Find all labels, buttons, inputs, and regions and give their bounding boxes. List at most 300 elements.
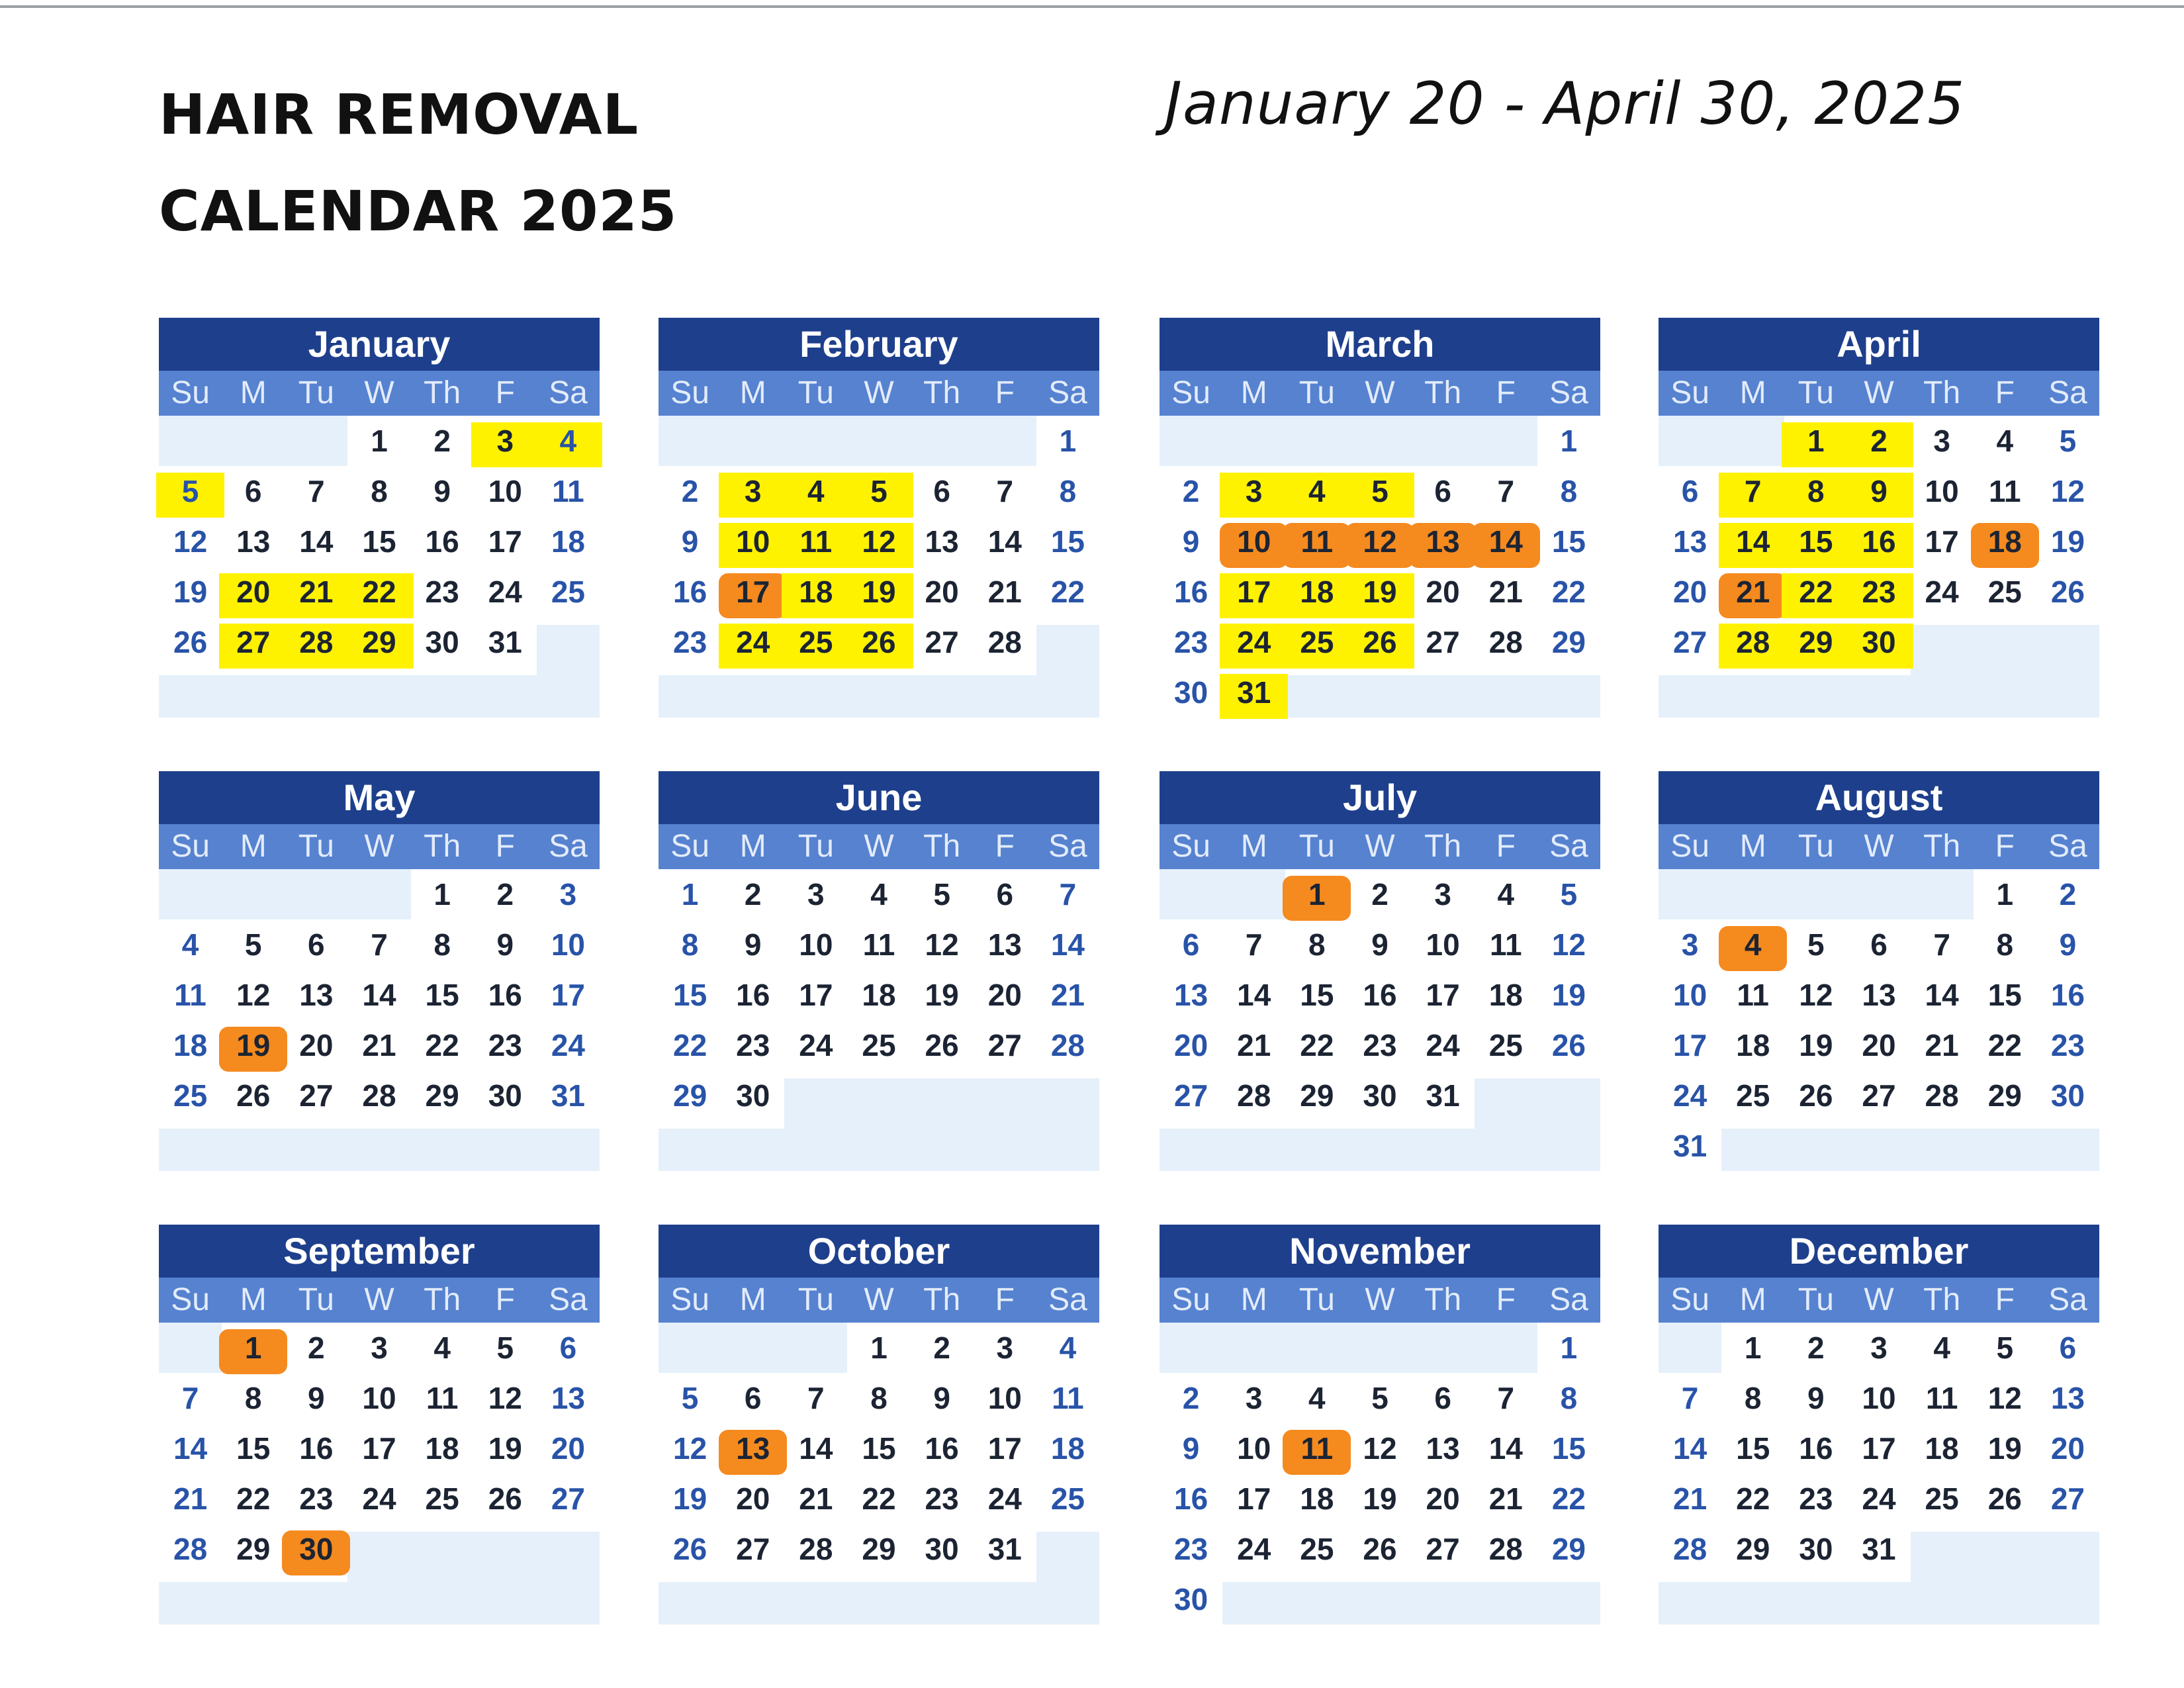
day-number: 24 bbox=[736, 625, 770, 659]
week-row bbox=[1659, 970, 2099, 1020]
day-number: 2 bbox=[308, 1331, 325, 1365]
month-title: January bbox=[159, 318, 600, 371]
day-cell bbox=[974, 567, 1036, 625]
day-cell bbox=[537, 919, 600, 978]
day-cell bbox=[1659, 1020, 1721, 1078]
empty-cell bbox=[474, 1574, 537, 1624]
day-cell bbox=[411, 1423, 474, 1481]
day-cell bbox=[1348, 919, 1411, 978]
day-number: 7 bbox=[1059, 877, 1077, 912]
day-cell bbox=[659, 1524, 721, 1582]
week-row bbox=[1659, 1574, 2099, 1624]
day-number: 3 bbox=[744, 474, 762, 508]
day-cell bbox=[847, 869, 910, 927]
day-cell bbox=[1222, 466, 1285, 524]
day-number: 20 bbox=[551, 1431, 585, 1466]
weekday-label: F bbox=[1995, 375, 2015, 410]
day-number: 20 bbox=[236, 575, 271, 609]
day-number: 21 bbox=[173, 1481, 208, 1516]
empty-cell bbox=[1721, 1121, 1784, 1179]
day-cell bbox=[1974, 1323, 2036, 1381]
day-number: 23 bbox=[425, 575, 459, 609]
empty-cell bbox=[1659, 1574, 1721, 1624]
weekday-label: Sa bbox=[2048, 1282, 2087, 1317]
day-number: 3 bbox=[807, 877, 825, 912]
day-number: 25 bbox=[173, 1078, 208, 1113]
month-weeks bbox=[1659, 1323, 2099, 1624]
week-row bbox=[659, 1574, 1099, 1624]
day-cell bbox=[1285, 567, 1348, 625]
week-row bbox=[159, 1423, 600, 1474]
day-number: 8 bbox=[870, 1381, 887, 1415]
empty-cell bbox=[659, 667, 721, 718]
day-number: 14 bbox=[299, 524, 334, 559]
day-number: 24 bbox=[1237, 625, 1271, 659]
day-cell bbox=[1475, 970, 1537, 1028]
empty-cell bbox=[1784, 1574, 1847, 1624]
week-row bbox=[1659, 1474, 2099, 1524]
empty-cell bbox=[721, 416, 784, 474]
weekday-label: Su bbox=[171, 375, 210, 410]
empty-cell bbox=[1847, 869, 1910, 927]
day-cell bbox=[659, 1474, 721, 1532]
day-number: 26 bbox=[1551, 1028, 1586, 1062]
empty-cell bbox=[1475, 1323, 1537, 1381]
day-cell bbox=[847, 1474, 910, 1532]
empty-cell bbox=[847, 416, 910, 474]
weekday-label: W bbox=[1864, 1282, 1894, 1317]
day-number: 13 bbox=[736, 1431, 770, 1466]
empty-cell bbox=[974, 1070, 1036, 1129]
day-cell bbox=[159, 1070, 222, 1129]
day-cell bbox=[1160, 1574, 1222, 1632]
day-cell bbox=[1784, 919, 1847, 978]
week-row bbox=[659, 416, 1099, 466]
day-number: 21 bbox=[1237, 1028, 1271, 1062]
day-number: 4 bbox=[1497, 877, 1515, 912]
day-number: 15 bbox=[425, 978, 459, 1012]
weekday-label: M bbox=[1240, 829, 1267, 864]
day-cell bbox=[1659, 516, 1721, 575]
day-number: 27 bbox=[551, 1481, 585, 1516]
day-number: 31 bbox=[1862, 1532, 1896, 1566]
day-number: 31 bbox=[1426, 1078, 1460, 1113]
day-cell bbox=[537, 567, 600, 625]
day-number: 12 bbox=[1987, 1381, 2022, 1415]
day-number: 27 bbox=[925, 625, 959, 659]
day-number: 26 bbox=[488, 1481, 522, 1516]
week-row bbox=[1659, 466, 2099, 516]
empty-cell bbox=[911, 1070, 974, 1129]
day-cell bbox=[1537, 1423, 1600, 1481]
day-cell bbox=[911, 1323, 974, 1381]
day-cell bbox=[1911, 1323, 1974, 1381]
day-cell bbox=[1847, 1524, 1910, 1582]
day-number: 17 bbox=[736, 575, 770, 609]
day-number: 12 bbox=[1363, 1431, 1397, 1466]
day-number: 30 bbox=[2050, 1078, 2085, 1113]
day-number: 15 bbox=[362, 524, 396, 559]
empty-cell bbox=[911, 667, 974, 718]
weekday-label: M bbox=[240, 375, 267, 410]
empty-cell bbox=[1036, 617, 1099, 675]
day-number: 21 bbox=[1488, 1481, 1523, 1516]
weekday-label: Th bbox=[1923, 829, 1961, 864]
day-number: 4 bbox=[1308, 474, 1326, 508]
title-line-1: HAIR REMOVAL bbox=[159, 82, 639, 147]
day-number: 9 bbox=[1182, 1431, 1200, 1466]
empty-cell bbox=[2036, 617, 2099, 675]
day-number: 18 bbox=[1300, 575, 1334, 609]
day-number: 24 bbox=[987, 1481, 1022, 1516]
month-november bbox=[1160, 1225, 1600, 1624]
empty-cell bbox=[537, 1524, 600, 1582]
day-number: 11 bbox=[1300, 524, 1334, 559]
week-row bbox=[659, 516, 1099, 567]
weekday-label: W bbox=[1365, 375, 1395, 410]
day-number: 3 bbox=[559, 877, 577, 912]
day-cell bbox=[1348, 1070, 1411, 1129]
day-cell bbox=[1036, 1020, 1099, 1078]
empty-cell bbox=[1537, 667, 1600, 726]
week-row bbox=[159, 466, 600, 516]
day-cell bbox=[411, 869, 474, 927]
day-cell bbox=[159, 970, 222, 1028]
day-cell bbox=[1160, 516, 1222, 575]
day-number: 15 bbox=[236, 1431, 271, 1466]
weekday-label: M bbox=[1240, 1282, 1267, 1317]
day-cell bbox=[2036, 466, 2099, 524]
day-cell bbox=[1285, 1474, 1348, 1532]
day-number: 24 bbox=[799, 1028, 833, 1062]
weekday-label: Th bbox=[1923, 1282, 1961, 1317]
day-cell bbox=[159, 1373, 222, 1431]
week-row bbox=[1160, 1323, 1600, 1373]
empty-cell bbox=[659, 1574, 721, 1624]
day-number: 2 bbox=[1807, 1331, 1825, 1365]
day-cell bbox=[285, 617, 347, 675]
day-cell bbox=[1721, 617, 1784, 675]
day-cell bbox=[1721, 1020, 1784, 1078]
day-cell bbox=[222, 516, 285, 575]
month-february bbox=[659, 318, 1099, 718]
day-number: 1 bbox=[1308, 877, 1326, 912]
day-cell bbox=[1222, 1423, 1285, 1481]
day-cell bbox=[411, 466, 474, 524]
day-cell bbox=[1475, 516, 1537, 575]
day-cell bbox=[1475, 617, 1537, 675]
day-number: 6 bbox=[744, 1381, 762, 1415]
weekday-label: M bbox=[1240, 375, 1267, 410]
day-number: 28 bbox=[1672, 1532, 1707, 1566]
empty-cell bbox=[347, 667, 410, 718]
day-cell bbox=[1847, 466, 1910, 524]
empty-cell bbox=[1911, 1524, 1974, 1582]
day-cell bbox=[911, 617, 974, 675]
day-number: 22 bbox=[862, 1481, 896, 1516]
empty-cell bbox=[1659, 667, 1721, 718]
weekday-label: F bbox=[495, 375, 515, 410]
day-cell bbox=[2036, 416, 2099, 474]
week-row bbox=[1160, 1474, 1600, 1524]
weekday-label: Th bbox=[424, 375, 461, 410]
day-number: 25 bbox=[1736, 1078, 1770, 1113]
day-number: 11 bbox=[862, 927, 895, 962]
day-cell bbox=[1348, 1373, 1411, 1431]
day-cell bbox=[659, 1070, 721, 1129]
week-row bbox=[159, 1070, 600, 1121]
weekday-label: W bbox=[864, 375, 894, 410]
day-cell bbox=[1412, 1524, 1475, 1582]
day-number: 23 bbox=[1799, 1481, 1833, 1516]
day-number: 22 bbox=[236, 1481, 271, 1516]
day-cell bbox=[1721, 466, 1784, 524]
day-cell bbox=[1475, 466, 1537, 524]
month-august bbox=[1659, 771, 2099, 1171]
month-october bbox=[659, 1225, 1099, 1624]
empty-cell bbox=[721, 1121, 784, 1171]
week-row bbox=[1659, 1020, 2099, 1070]
week-row bbox=[1160, 970, 1600, 1020]
day-cell bbox=[784, 970, 847, 1028]
weekday-label: Th bbox=[1923, 375, 1961, 410]
day-cell bbox=[1348, 869, 1411, 927]
day-cell bbox=[1974, 516, 2036, 575]
empty-cell bbox=[721, 667, 784, 718]
day-cell bbox=[1911, 919, 1974, 978]
weekday-label: Tu bbox=[1298, 829, 1335, 864]
day-number: 20 bbox=[2050, 1431, 2085, 1466]
day-cell bbox=[1036, 1373, 1099, 1431]
weekday-label: Sa bbox=[1048, 829, 1087, 864]
day-cell bbox=[784, 1020, 847, 1078]
day-number: 25 bbox=[425, 1481, 459, 1516]
day-cell bbox=[2036, 1474, 2099, 1532]
day-number: 25 bbox=[551, 575, 585, 609]
day-cell bbox=[847, 466, 910, 524]
day-number: 24 bbox=[1237, 1532, 1271, 1566]
day-number: 20 bbox=[1426, 575, 1460, 609]
weekday-label: Tu bbox=[1298, 1282, 1335, 1317]
day-cell bbox=[1721, 1474, 1784, 1532]
day-cell bbox=[1974, 970, 2036, 1028]
day-number: 7 bbox=[996, 474, 1014, 508]
weekday-label: Tu bbox=[1797, 375, 1834, 410]
day-cell bbox=[1160, 1020, 1222, 1078]
day-cell bbox=[1285, 617, 1348, 675]
day-cell bbox=[411, 970, 474, 1028]
day-cell bbox=[1475, 567, 1537, 625]
empty-cell bbox=[784, 1070, 847, 1129]
day-cell bbox=[1285, 1524, 1348, 1582]
empty-cell bbox=[911, 1574, 974, 1624]
weekday-label: F bbox=[495, 1282, 515, 1317]
day-number: 18 bbox=[1300, 1481, 1334, 1516]
weekday-header bbox=[1160, 1278, 1600, 1323]
day-number: 16 bbox=[1173, 575, 1208, 609]
day-number: 15 bbox=[1551, 524, 1586, 559]
day-number: 28 bbox=[1925, 1078, 1959, 1113]
month-title: October bbox=[659, 1225, 1099, 1278]
empty-cell bbox=[537, 617, 600, 675]
empty-cell bbox=[474, 1121, 537, 1171]
weekday-label: Sa bbox=[549, 1282, 588, 1317]
empty-cell bbox=[1412, 416, 1475, 474]
day-number: 12 bbox=[1551, 927, 1586, 962]
weekday-label: F bbox=[995, 1282, 1015, 1317]
day-cell bbox=[1412, 516, 1475, 575]
day-cell bbox=[222, 1373, 285, 1431]
week-row bbox=[1659, 1121, 2099, 1171]
empty-cell bbox=[1348, 1121, 1411, 1171]
day-cell bbox=[1847, 516, 1910, 575]
month-september bbox=[159, 1225, 600, 1624]
day-cell bbox=[1974, 416, 2036, 474]
day-cell bbox=[1160, 466, 1222, 524]
day-cell bbox=[1847, 567, 1910, 625]
empty-cell bbox=[159, 1121, 222, 1171]
empty-cell bbox=[1847, 1121, 1910, 1179]
weekday-label: Tu bbox=[298, 1282, 334, 1317]
day-number: 16 bbox=[425, 524, 459, 559]
day-cell bbox=[721, 1474, 784, 1532]
day-cell bbox=[474, 1020, 537, 1078]
weekday-header bbox=[1659, 371, 2099, 416]
day-number: 6 bbox=[2059, 1331, 2077, 1365]
day-number: 18 bbox=[425, 1431, 459, 1466]
day-cell bbox=[784, 869, 847, 927]
day-cell bbox=[1784, 567, 1847, 625]
day-cell bbox=[1160, 1524, 1222, 1582]
month-december bbox=[1659, 1225, 2099, 1624]
day-cell bbox=[1911, 416, 1974, 474]
day-number: 14 bbox=[1488, 524, 1523, 559]
day-cell bbox=[474, 1070, 537, 1129]
weekday-label: Sa bbox=[549, 829, 588, 864]
day-cell bbox=[2036, 869, 2099, 927]
day-number: 21 bbox=[1488, 575, 1523, 609]
day-cell bbox=[1847, 1070, 1910, 1129]
day-number: 11 bbox=[1489, 927, 1522, 962]
week-row bbox=[659, 1423, 1099, 1474]
day-number: 16 bbox=[672, 575, 707, 609]
day-cell bbox=[1222, 1373, 1285, 1431]
day-number: 20 bbox=[736, 1481, 770, 1516]
day-cell bbox=[1537, 970, 1600, 1028]
day-cell bbox=[1721, 1373, 1784, 1431]
week-row bbox=[1160, 1574, 1600, 1624]
week-row bbox=[1659, 617, 2099, 667]
day-cell bbox=[1784, 466, 1847, 524]
empty-cell bbox=[1348, 1574, 1411, 1632]
day-number: 10 bbox=[362, 1381, 396, 1415]
day-number: 12 bbox=[672, 1431, 707, 1466]
empty-cell bbox=[1911, 869, 1974, 927]
empty-cell bbox=[1412, 1121, 1475, 1171]
day-number: 30 bbox=[1173, 675, 1208, 710]
weekday-label: Th bbox=[923, 1282, 961, 1317]
day-number: 6 bbox=[559, 1331, 577, 1365]
day-cell bbox=[1847, 970, 1910, 1028]
day-cell bbox=[1847, 1020, 1910, 1078]
weekday-label: Sa bbox=[1549, 829, 1588, 864]
day-number: 14 bbox=[173, 1431, 208, 1466]
empty-cell bbox=[1784, 869, 1847, 927]
weekday-label: M bbox=[1739, 375, 1766, 410]
day-cell bbox=[2036, 919, 2099, 978]
day-number: 10 bbox=[736, 524, 770, 559]
day-number: 28 bbox=[362, 1078, 396, 1113]
day-cell bbox=[1911, 1474, 1974, 1532]
day-cell bbox=[1348, 1020, 1411, 1078]
day-number: 3 bbox=[1933, 424, 1950, 458]
weekday-label: Sa bbox=[2048, 829, 2087, 864]
empty-cell bbox=[1974, 1121, 2036, 1179]
day-cell bbox=[1160, 1373, 1222, 1431]
day-number: 28 bbox=[987, 625, 1022, 659]
weekday-header bbox=[159, 371, 600, 416]
empty-cell bbox=[222, 1574, 285, 1624]
day-number: 5 bbox=[870, 474, 887, 508]
weekday-label: W bbox=[364, 1282, 394, 1317]
day-number: 19 bbox=[173, 575, 208, 609]
empty-cell bbox=[1974, 617, 2036, 675]
day-number: 21 bbox=[799, 1481, 833, 1516]
month-june bbox=[659, 771, 1099, 1171]
empty-cell bbox=[1348, 667, 1411, 726]
day-cell bbox=[474, 1323, 537, 1381]
day-number: 30 bbox=[925, 1532, 959, 1566]
day-cell bbox=[911, 1524, 974, 1582]
day-number: 26 bbox=[862, 625, 896, 659]
day-number: 12 bbox=[925, 927, 959, 962]
day-number: 18 bbox=[551, 524, 585, 559]
empty-cell bbox=[159, 667, 222, 718]
empty-cell bbox=[1285, 1574, 1348, 1632]
day-cell bbox=[347, 1020, 410, 1078]
day-cell bbox=[1537, 1373, 1600, 1431]
day-number: 14 bbox=[1736, 524, 1770, 559]
weekday-label: Su bbox=[171, 1282, 210, 1317]
day-number: 5 bbox=[496, 1331, 514, 1365]
empty-cell bbox=[974, 1121, 1036, 1171]
empty-cell bbox=[1412, 667, 1475, 726]
weekday-label: Tu bbox=[797, 829, 834, 864]
day-number: 3 bbox=[1245, 474, 1263, 508]
day-number: 2 bbox=[1182, 474, 1200, 508]
day-cell bbox=[1222, 919, 1285, 978]
day-number: 12 bbox=[1799, 978, 1833, 1012]
day-cell bbox=[721, 1423, 784, 1481]
day-cell bbox=[474, 416, 537, 474]
day-number: 4 bbox=[870, 877, 887, 912]
weekday-label: M bbox=[739, 829, 766, 864]
weekday-label: Tu bbox=[298, 829, 334, 864]
empty-cell bbox=[1285, 667, 1348, 726]
day-number: 8 bbox=[681, 927, 699, 962]
day-number: 9 bbox=[1182, 524, 1200, 559]
empty-cell bbox=[784, 1323, 847, 1381]
day-cell bbox=[1784, 1020, 1847, 1078]
empty-cell bbox=[2036, 667, 2099, 718]
day-cell bbox=[222, 1070, 285, 1129]
day-cell bbox=[1036, 869, 1099, 927]
day-cell bbox=[1721, 1070, 1784, 1129]
empty-cell bbox=[659, 1121, 721, 1171]
day-cell bbox=[222, 617, 285, 675]
week-row bbox=[159, 970, 600, 1020]
day-cell bbox=[1537, 1323, 1600, 1381]
